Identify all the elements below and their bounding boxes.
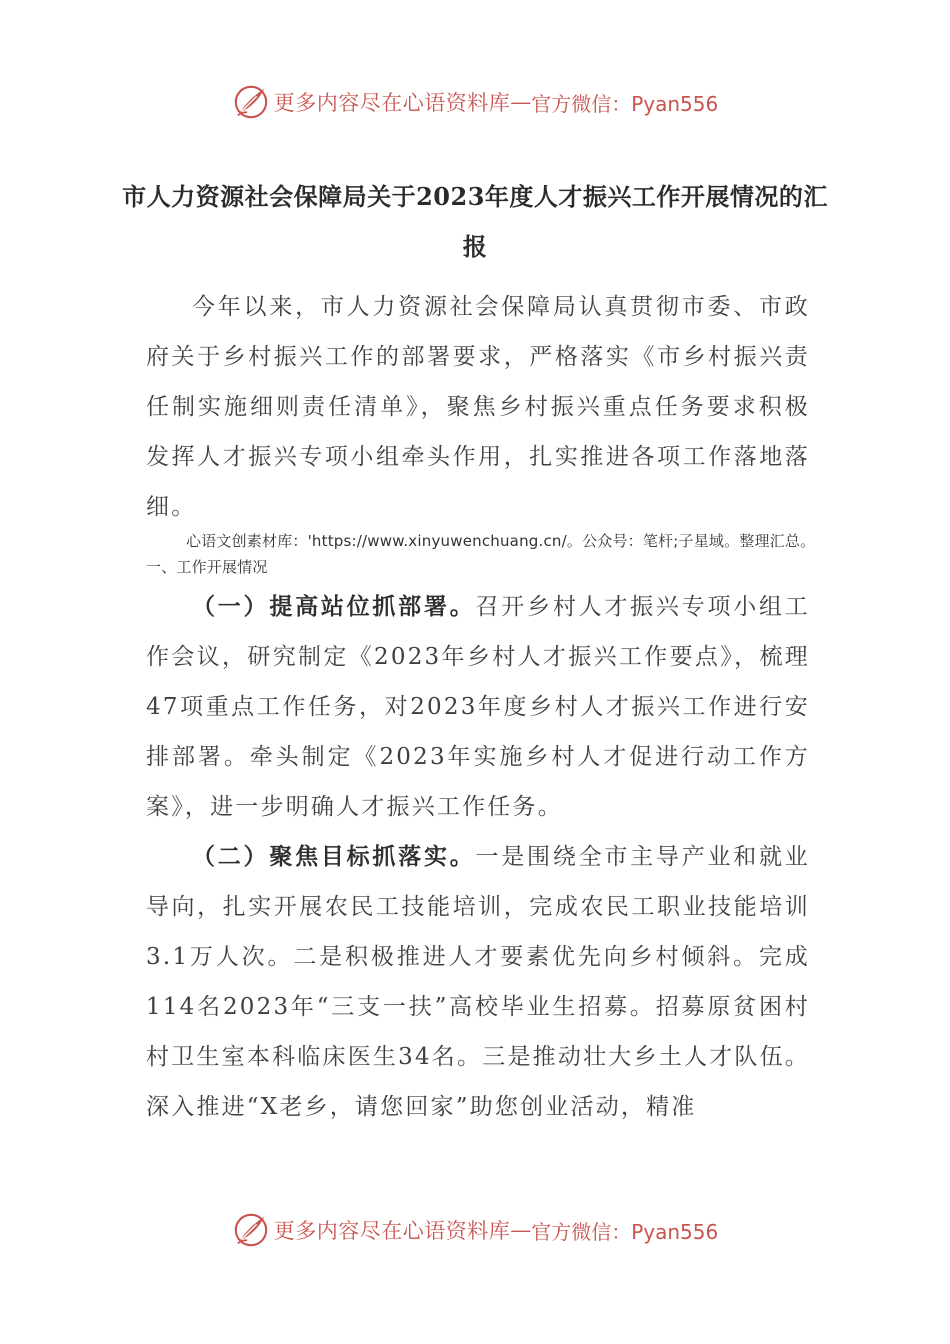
banner-text: 更多内容尽在心语资料库: [273, 1219, 511, 1243]
banner-wechat: 官方微信：Pyan556: [531, 1219, 719, 1244]
banner-wechat: 官方微信：Pyan556: [531, 91, 719, 116]
section-2-paragraph: [146, 832, 810, 1132]
section-2-body: 一是围绕全市主导产业和就业导向，扎实开展农民工技能培训，完成农民工职业技能培训3.1万人次。二是积极推进人才要素优先向乡村倾斜。完成114名2023年“三支一扶”高校毕业生招募。招募原贫困村村卫生室本科临床医生34名。三是推动壮大乡土人才队伍。深入推进“X老乡，请您回家”助您创业活动，精准: [146, 844, 810, 1120]
header-banner: [0, 80, 950, 124]
footer-banner: [0, 1208, 950, 1252]
banner-separator: —: [510, 1218, 532, 1242]
banner-text: 更多内容尽在心语资料库: [273, 91, 511, 115]
quill-pen-logo-icon: [232, 1211, 270, 1249]
source-note: 心语文创素材库：'https://www.xinyuwenchuang.cn/。公众号：笔杆;子星域。整理汇总。一、工作开展情况: [146, 532, 816, 576]
quill-pen-logo-icon: [232, 83, 270, 121]
intro-paragraph: 今年以来，市人力资源社会保障局认真贯彻市委、市政府关于乡村振兴工作的部署要求，严格落实《市乡村振兴责任制实施细则责任清单》，聚焦乡村振兴重点任务要求积极发挥人才振兴专项小组牵头作用，扎实推进各项工作落地落细。: [146, 294, 810, 520]
document-title: 市人力资源社会保障局关于2023年度人才振兴工作开展情况的汇报: [122, 182, 828, 261]
section-1-paragraph: [146, 582, 810, 832]
section-1-body: 召开乡村人才振兴专项小组工作会议，研究制定《2023年乡村人才振兴工作要点》，梳理47项重点工作任务，对2023年度乡村人才振兴工作进行安排部署。牵头制定《2023年实施乡村人才促进行动工作方案》，进一步明确人才振兴工作任务。: [146, 594, 810, 820]
section-1-heading: （一）提高站位抓部署。: [192, 593, 476, 620]
banner-separator: —: [510, 90, 532, 114]
section-2-heading: （二）聚焦目标抓落实。: [192, 843, 476, 870]
